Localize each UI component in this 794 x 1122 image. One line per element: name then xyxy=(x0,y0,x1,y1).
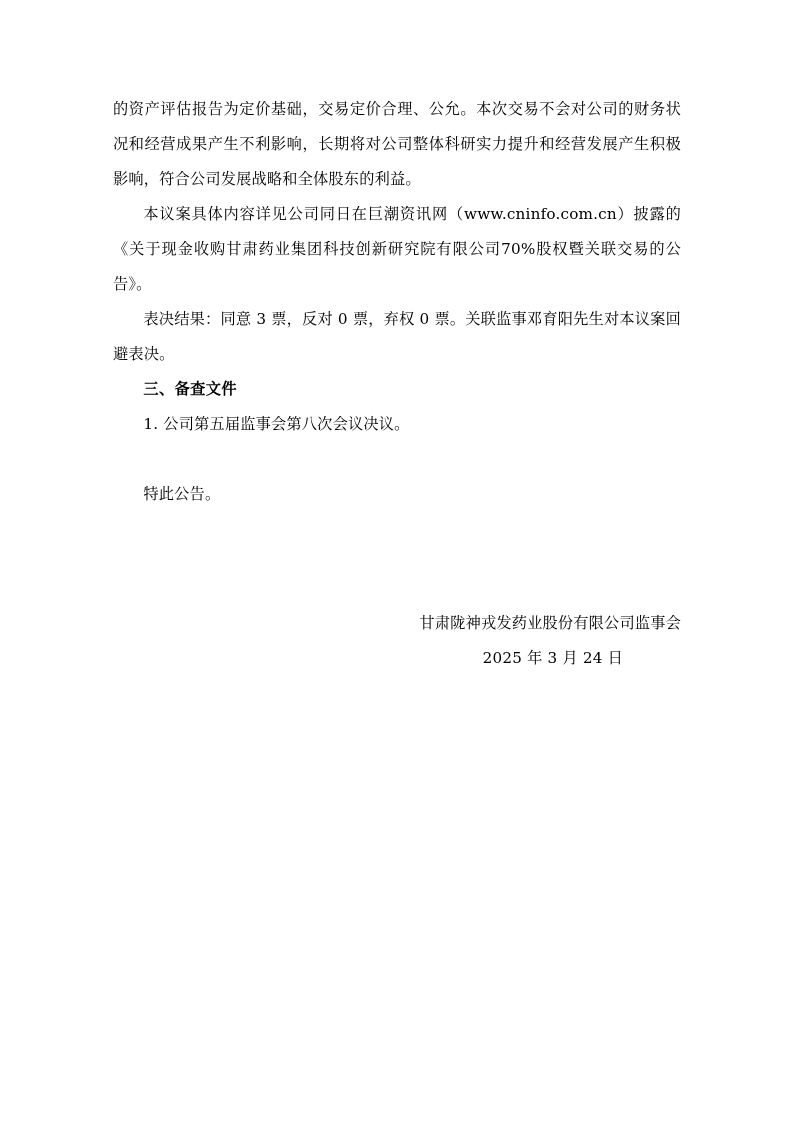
spacer xyxy=(113,442,681,477)
spacer-large xyxy=(113,512,681,582)
section-heading-reference-documents: 三、备查文件 xyxy=(143,380,237,398)
paragraph-disclosure: 本议案具体内容详见公司同日在巨潮资讯网（www.cninfo.com.cn）披露的《关于现金收购甘肃药业集团科技创新研究院有限公司70%股权暨关联交易的公告》。 xyxy=(113,205,681,293)
signature-date: 2025 年 3 月 24 日 xyxy=(482,649,623,667)
closing-statement: 特此公告。 xyxy=(143,485,221,503)
paragraph-valuation: 的资产评估报告为定价基础，交易定价合理、公允。本次交易不会对公司的财务状况和经营成果产生不利影响，长期将对公司整体科研实力提升和经营发展产生积极影响，符合公司发展战略和全体股东的利益。 xyxy=(113,100,681,188)
signature-block xyxy=(113,606,681,676)
reference-item: 1. 公司第五届监事会第八次会议决议。 xyxy=(143,415,410,433)
signature-company: 甘肃陇神戎发药业股份有限公司监事会 xyxy=(419,614,681,632)
paragraph-vote-result: 表决结果：同意 3 票，反对 0 票，弃权 0 票。关联监事邓育阳先生对本议案回避表决。 xyxy=(113,310,681,363)
document-body xyxy=(113,92,681,676)
